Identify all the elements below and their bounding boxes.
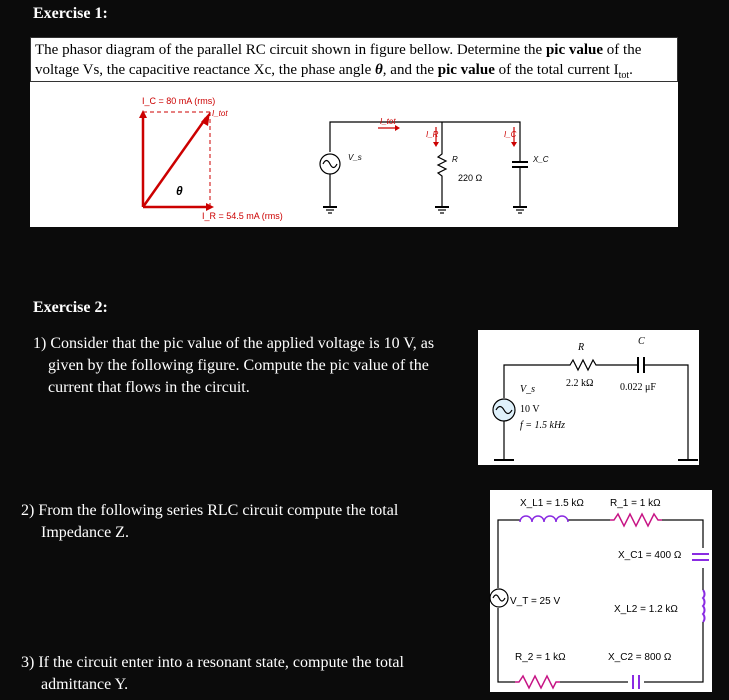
xc2-label: X_C2 = 800 Ω bbox=[608, 652, 672, 663]
top-wire bbox=[330, 122, 520, 152]
question-1-line: given by the following figure. Compute the pic value of the bbox=[48, 357, 429, 374]
phasor-diagram bbox=[139, 96, 283, 221]
r1-label: R_1 = 1 kΩ bbox=[610, 498, 661, 509]
xl1-label: X_L1 = 1.5 kΩ bbox=[520, 498, 584, 509]
r2-label: R_2 = 1 kΩ bbox=[515, 652, 566, 663]
resistor-icon bbox=[568, 360, 598, 370]
text-segment: of the total current I bbox=[494, 62, 619, 78]
question-2-line: Impedance Z. bbox=[41, 524, 129, 541]
exercise-1-text-box bbox=[30, 37, 678, 82]
v-value: 10 V bbox=[520, 404, 540, 415]
question-1-line: 1) Consider that the pic value of the applied voltage is 10 V, as bbox=[33, 335, 435, 352]
ic-circuit-label: I_C bbox=[504, 130, 517, 139]
xc1-label: X_C1 = 400 Ω bbox=[618, 550, 682, 561]
c-label: C bbox=[638, 336, 645, 347]
ir-circuit-label: I_R bbox=[426, 130, 439, 139]
ic-arrowhead-icon bbox=[511, 142, 517, 147]
c-value: 0.022 μF bbox=[620, 382, 656, 393]
text-segment: The phasor diagram of the parallel RC circuit shown in figure bellow. Determine the bbox=[35, 42, 546, 58]
ir-arrowhead-icon bbox=[433, 142, 439, 147]
question-1 bbox=[33, 333, 483, 399]
itot-phasor bbox=[143, 118, 206, 207]
question-2 bbox=[21, 500, 471, 544]
series-rc-figure bbox=[478, 330, 699, 465]
xc-label: X_C bbox=[533, 155, 549, 164]
series-rlc-figure bbox=[490, 490, 712, 692]
text-segment: . bbox=[629, 62, 633, 78]
text-subscript: tot bbox=[618, 70, 630, 81]
vs-label: V_s bbox=[348, 153, 362, 162]
theta-label: θ bbox=[176, 184, 183, 198]
theta-symbol: θ bbox=[374, 62, 383, 78]
ground-icon bbox=[323, 207, 337, 213]
phasor-diagram-and-circuit bbox=[30, 82, 678, 227]
parallel-rc-circuit bbox=[320, 122, 528, 213]
question-2-line: 2) From the following series RLC circuit compute the total bbox=[21, 502, 399, 519]
f-value: f = 1.5 kHz bbox=[520, 420, 566, 431]
ic-arrowhead bbox=[139, 110, 147, 118]
question-3-line: admittance Y. bbox=[41, 676, 129, 693]
r-value-label: 220 Ω bbox=[458, 173, 483, 183]
exercise-1-heading: Exercise 1: bbox=[33, 5, 108, 22]
text-bold: pic value bbox=[545, 42, 604, 58]
question-3-line: 3) If the circuit enter into a resonant state, compute the total bbox=[21, 654, 404, 671]
wire-right bbox=[644, 365, 688, 460]
r-label: R bbox=[452, 155, 458, 164]
question-1-line: current that flows in the circuit. bbox=[48, 379, 250, 396]
itot-label: I_tot bbox=[212, 109, 228, 118]
ground-icon bbox=[435, 207, 449, 213]
vt-label: V_T = 25 V bbox=[510, 596, 561, 607]
ic-label: I_C = 80 mA (rms) bbox=[142, 96, 216, 106]
wire-left bbox=[504, 365, 568, 398]
exercise-2-heading: Exercise 2: bbox=[33, 299, 108, 316]
exercise-1-figure bbox=[30, 82, 678, 227]
current-arrows bbox=[378, 125, 517, 147]
question-3 bbox=[21, 652, 471, 696]
itot-arrowhead-icon bbox=[395, 125, 400, 131]
itot-circuit-label: I_tot bbox=[380, 117, 396, 126]
text-segment: , and the bbox=[382, 62, 438, 78]
ground-icon bbox=[513, 207, 527, 213]
ir-label: I_R = 54.5 mA (rms) bbox=[202, 211, 283, 221]
series-rc-circuit bbox=[478, 330, 699, 465]
text-segment: voltage Vs, the capacitive reactance Xc, the phase angle bbox=[35, 62, 375, 78]
resistor-icon bbox=[438, 152, 446, 207]
xl2-label: X_L2 = 1.2 kΩ bbox=[614, 604, 678, 615]
text-segment: of the bbox=[603, 42, 642, 58]
text-bold: pic value bbox=[437, 62, 495, 78]
exercise-1-line-1 bbox=[35, 40, 673, 60]
vs-label: V_s bbox=[520, 384, 535, 395]
r-value: 2.2 kΩ bbox=[566, 378, 594, 389]
series-rlc-circuit bbox=[490, 490, 712, 692]
r-label: R bbox=[578, 342, 585, 353]
